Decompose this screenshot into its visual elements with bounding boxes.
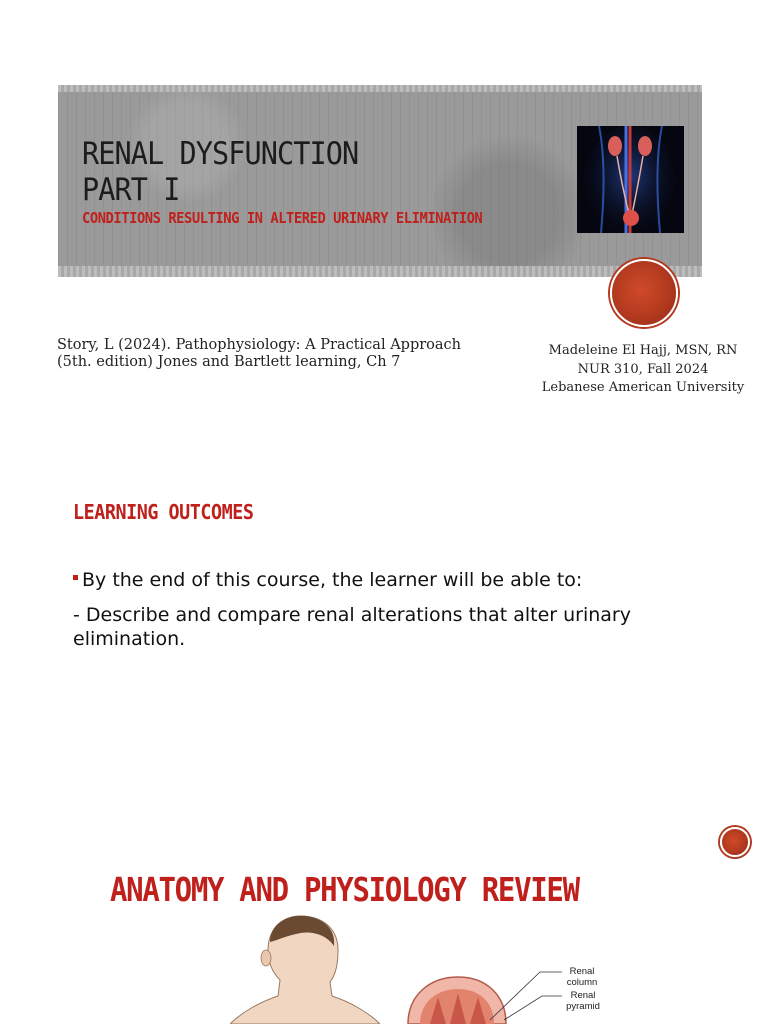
human-figure-illustration [230, 912, 380, 1024]
learning-outcomes-heading: LEARNING OUTCOMES [73, 500, 254, 524]
decorative-red-circle-small [720, 827, 750, 857]
bullet-item [73, 569, 582, 591]
label-renal-pyramid-text: Renal pyramid [566, 990, 600, 1012]
label-renal-pyramid [563, 990, 603, 1012]
citation-line-2: (5th. edition) Jones and Bartlett learning, Ch 7 [57, 354, 401, 370]
banner-top-stripe [58, 85, 702, 92]
anatomy-heading: ANATOMY AND PHYSIOLOGY REVIEW [110, 870, 579, 909]
slide-title [82, 136, 358, 208]
title-line-1: RENAL DYSFUNCTION [82, 136, 359, 172]
bullet-icon [73, 575, 78, 580]
banner-bottom-stripe [58, 266, 702, 277]
slide-subtitle: CONDITIONS RESULTING IN ALTERED URINARY ELIMINATION [82, 209, 483, 227]
author-name: Madeleine El Hajj, MSN, RN [548, 343, 738, 358]
label-renal-column-text: Renal column [566, 966, 598, 988]
urinary-system-image [577, 126, 684, 233]
decorative-red-circle [610, 259, 678, 327]
title-line-2: PART I [82, 172, 180, 208]
author-course: NUR 310, Fall 2024 [577, 361, 709, 377]
outcome-text: - Describe and compare renal alterations that alter urinary elimination. [73, 604, 631, 650]
bullet-text: By the end of this course, the learner will be able to: [82, 569, 583, 591]
citation [57, 337, 461, 371]
label-renal-column [563, 966, 601, 988]
citation-line-1: Story, L (2024). Pathophysiology: A Practical Approach [57, 337, 461, 353]
author-university: Lebanese American University [541, 380, 745, 395]
label-leader-lines [470, 960, 570, 1024]
author-block [540, 342, 746, 398]
